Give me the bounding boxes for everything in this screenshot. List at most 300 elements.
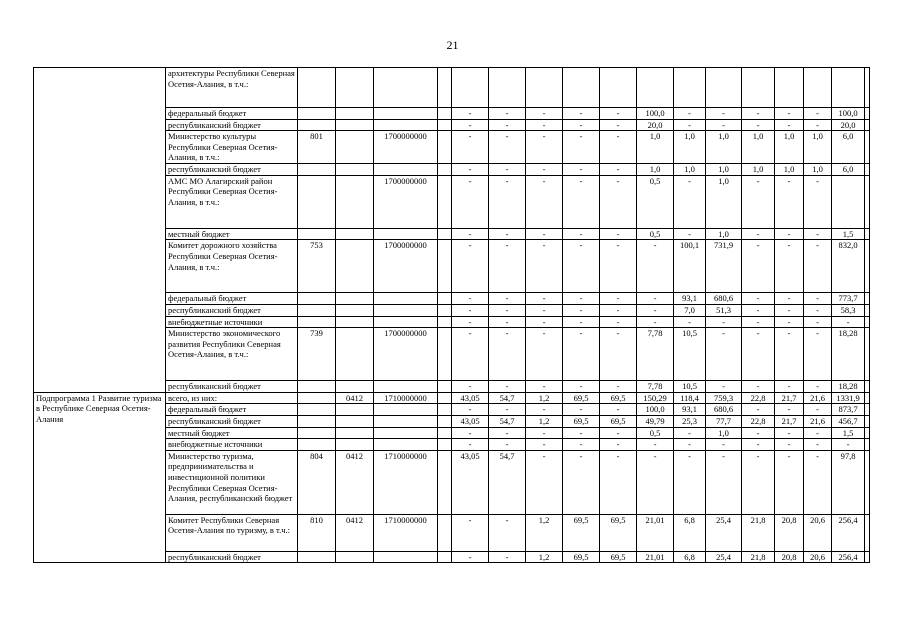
description-cell: республиканский бюджет: [166, 381, 298, 393]
value-cell: [865, 514, 870, 551]
value-cell: -: [742, 328, 775, 381]
value-cell: [865, 404, 870, 416]
value-cell: [865, 68, 870, 108]
value-cell: 1,0: [674, 164, 706, 176]
value-cell: -: [742, 450, 775, 514]
value-cell: -: [526, 381, 563, 393]
value-cell: 1,2: [526, 551, 563, 563]
value-cell: 1,5: [832, 228, 865, 240]
value-cell: 69,5: [563, 415, 600, 427]
value-cell: [865, 415, 870, 427]
description-cell: внебюджетные источники: [166, 439, 298, 451]
value-cell: -: [563, 175, 600, 228]
target-article-cell: [374, 304, 438, 316]
value-cell: 773,7: [832, 293, 865, 305]
value-cell: 21,6: [804, 392, 832, 404]
value-cell: 54,7: [489, 415, 526, 427]
value-cell: -: [600, 439, 637, 451]
target-article-cell: [374, 404, 438, 416]
value-cell: -: [600, 228, 637, 240]
value-cell: 7,0: [674, 304, 706, 316]
empty-cell: [438, 514, 452, 551]
value-cell: 1,0: [742, 164, 775, 176]
value-cell: -: [804, 316, 832, 328]
empty-cell: [438, 392, 452, 404]
value-cell: -: [742, 304, 775, 316]
program-cell: Подпрограмма 1 Развитие туризма в Республике Северная Осетия-Алания: [34, 392, 166, 563]
grbs-cell: [298, 381, 336, 393]
value-cell: -: [489, 131, 526, 164]
value-cell: -: [600, 450, 637, 514]
section-code-cell: [336, 316, 374, 328]
value-cell: 1,0: [706, 228, 742, 240]
value-cell: 0,5: [637, 175, 674, 228]
target-article-cell: [374, 119, 438, 131]
value-cell: 21,01: [637, 551, 674, 563]
value-cell: -: [742, 175, 775, 228]
value-cell: -: [563, 131, 600, 164]
value-cell: -: [452, 551, 489, 563]
target-article-cell: 1710000000: [374, 514, 438, 551]
description-cell: республиканский бюджет: [166, 304, 298, 316]
section-code-cell: [336, 404, 374, 416]
value-cell: -: [489, 427, 526, 439]
value-cell: -: [804, 293, 832, 305]
value-cell: 21,7: [775, 415, 804, 427]
value-cell: 18,28: [832, 328, 865, 381]
value-cell: -: [742, 119, 775, 131]
empty-cell: [438, 316, 452, 328]
value-cell: -: [563, 381, 600, 393]
description-cell: местный бюджет: [166, 228, 298, 240]
grbs-cell: 810: [298, 514, 336, 551]
value-cell: -: [804, 240, 832, 293]
value-cell: 100,0: [637, 108, 674, 120]
description-cell: федеральный бюджет: [166, 293, 298, 305]
value-cell: 20,6: [804, 514, 832, 551]
value-cell: -: [804, 404, 832, 416]
value-cell: -: [637, 450, 674, 514]
grbs-cell: [298, 427, 336, 439]
empty-cell: [438, 415, 452, 427]
value-cell: -: [804, 228, 832, 240]
value-cell: 1,2: [526, 392, 563, 404]
value-cell: -: [563, 304, 600, 316]
empty-cell: [438, 427, 452, 439]
section-code-cell: [336, 427, 374, 439]
table-row: [34, 68, 870, 108]
value-cell: -: [637, 316, 674, 328]
value-cell: -: [600, 404, 637, 416]
value-cell: 6,0: [832, 164, 865, 176]
grbs-cell: [298, 439, 336, 451]
value-cell: 1,0: [804, 131, 832, 164]
value-cell: -: [804, 175, 832, 228]
value-cell: -: [804, 119, 832, 131]
value-cell: -: [563, 228, 600, 240]
value-cell: -: [489, 381, 526, 393]
section-code-cell: [336, 381, 374, 393]
section-code-cell: 0412: [336, 450, 374, 514]
value-cell: 1,0: [804, 164, 832, 176]
section-code-cell: [336, 108, 374, 120]
value-cell: 1,2: [526, 415, 563, 427]
value-cell: [865, 328, 870, 381]
value-cell: 93,1: [674, 404, 706, 416]
value-cell: -: [742, 439, 775, 451]
value-cell: -: [489, 175, 526, 228]
value-cell: -: [526, 427, 563, 439]
value-cell: -: [775, 316, 804, 328]
section-code-cell: [336, 164, 374, 176]
value-cell: 21,6: [804, 415, 832, 427]
value-cell: -: [452, 439, 489, 451]
value-cell: -: [637, 293, 674, 305]
grbs-cell: [298, 415, 336, 427]
value-cell: -: [775, 328, 804, 381]
value-cell: -: [452, 514, 489, 551]
value-cell: -: [563, 293, 600, 305]
grbs-cell: 801: [298, 131, 336, 164]
value-cell: 100,0: [637, 404, 674, 416]
value-cell: 21,01: [637, 514, 674, 551]
value-cell: -: [526, 108, 563, 120]
value-cell: -: [775, 228, 804, 240]
value-cell: 58,3: [832, 304, 865, 316]
grbs-cell: 804: [298, 450, 336, 514]
description-cell: федеральный бюджет: [166, 108, 298, 120]
value-cell: [865, 381, 870, 393]
value-cell: [865, 304, 870, 316]
value-cell: -: [742, 316, 775, 328]
value-cell: -: [775, 175, 804, 228]
value-cell: -: [674, 108, 706, 120]
value-cell: -: [804, 450, 832, 514]
value-cell: [865, 450, 870, 514]
value-cell: -: [600, 131, 637, 164]
value-cell: [674, 68, 706, 108]
value-cell: 25,3: [674, 415, 706, 427]
value-cell: -: [706, 328, 742, 381]
page-number: 21: [446, 38, 459, 52]
value-cell: 69,5: [600, 514, 637, 551]
value-cell: -: [489, 119, 526, 131]
value-cell: -: [452, 108, 489, 120]
section-code-cell: [336, 304, 374, 316]
empty-cell: [438, 328, 452, 381]
value-cell: [832, 68, 865, 108]
value-cell: -: [742, 240, 775, 293]
value-cell: -: [600, 293, 637, 305]
section-code-cell: [336, 68, 374, 108]
description-cell: всего, из них:: [166, 392, 298, 404]
value-cell: -: [489, 240, 526, 293]
value-cell: 873,7: [832, 404, 865, 416]
value-cell: -: [804, 439, 832, 451]
value-cell: [865, 131, 870, 164]
value-cell: -: [452, 328, 489, 381]
value-cell: -: [526, 119, 563, 131]
section-code-cell: [336, 240, 374, 293]
value-cell: -: [600, 381, 637, 393]
value-cell: [832, 175, 865, 228]
value-cell: 1,0: [637, 131, 674, 164]
value-cell: 10,5: [674, 328, 706, 381]
value-cell: -: [489, 551, 526, 563]
empty-cell: [438, 240, 452, 293]
value-cell: -: [706, 108, 742, 120]
value-cell: -: [600, 427, 637, 439]
value-cell: -: [563, 439, 600, 451]
value-cell: -: [452, 131, 489, 164]
value-cell: -: [563, 240, 600, 293]
value-cell: 731,9: [706, 240, 742, 293]
value-cell: -: [674, 175, 706, 228]
value-cell: -: [600, 119, 637, 131]
value-cell: -: [775, 293, 804, 305]
value-cell: 21,8: [742, 514, 775, 551]
value-cell: -: [832, 439, 865, 451]
value-cell: 43,05: [452, 450, 489, 514]
value-cell: -: [804, 381, 832, 393]
description-cell: республиканский бюджет: [166, 551, 298, 563]
value-cell: [865, 316, 870, 328]
value-cell: [775, 68, 804, 108]
empty-cell: [438, 381, 452, 393]
value-cell: -: [452, 228, 489, 240]
value-cell: -: [600, 304, 637, 316]
value-cell: -: [674, 228, 706, 240]
value-cell: -: [775, 304, 804, 316]
value-cell: 256,4: [832, 551, 865, 563]
target-article-cell: 1710000000: [374, 392, 438, 404]
value-cell: -: [775, 240, 804, 293]
value-cell: -: [489, 439, 526, 451]
value-cell: 54,7: [489, 392, 526, 404]
target-article-cell: 1700000000: [374, 240, 438, 293]
section-code-cell: [336, 131, 374, 164]
value-cell: 1,0: [775, 131, 804, 164]
value-cell: -: [452, 404, 489, 416]
value-cell: 1,0: [706, 131, 742, 164]
section-code-cell: [336, 228, 374, 240]
value-cell: 18,28: [832, 381, 865, 393]
value-cell: -: [674, 119, 706, 131]
description-cell: архитектуры Республики Северная Осетия-Алания, в т.ч.:: [166, 68, 298, 108]
value-cell: 0,5: [637, 228, 674, 240]
target-article-cell: 1700000000: [374, 175, 438, 228]
description-cell: Министерство экономического развития Республики Северная Осетия-Алания, в т.ч.:: [166, 328, 298, 381]
value-cell: -: [775, 381, 804, 393]
value-cell: -: [563, 328, 600, 381]
value-cell: -: [742, 293, 775, 305]
grbs-cell: [298, 119, 336, 131]
value-cell: -: [452, 381, 489, 393]
value-cell: 7,78: [637, 381, 674, 393]
value-cell: 69,5: [563, 551, 600, 563]
value-cell: -: [742, 108, 775, 120]
section-code-cell: [336, 328, 374, 381]
section-code-cell: [336, 293, 374, 305]
target-article-cell: [374, 381, 438, 393]
target-article-cell: [374, 439, 438, 451]
value-cell: -: [526, 240, 563, 293]
value-cell: [742, 68, 775, 108]
value-cell: -: [637, 439, 674, 451]
value-cell: 100,0: [832, 108, 865, 120]
value-cell: 100,1: [674, 240, 706, 293]
value-cell: -: [742, 381, 775, 393]
value-cell: -: [600, 108, 637, 120]
value-cell: -: [563, 450, 600, 514]
section-code-cell: 0412: [336, 392, 374, 404]
value-cell: [865, 228, 870, 240]
grbs-cell: [298, 304, 336, 316]
section-code-cell: [336, 415, 374, 427]
empty-cell: [438, 439, 452, 451]
target-article-cell: [374, 228, 438, 240]
value-cell: -: [775, 404, 804, 416]
value-cell: 6,8: [674, 514, 706, 551]
target-article-cell: 1710000000: [374, 450, 438, 514]
value-cell: [865, 439, 870, 451]
value-cell: -: [452, 304, 489, 316]
value-cell: -: [489, 328, 526, 381]
grbs-cell: [298, 228, 336, 240]
section-code-cell: [336, 175, 374, 228]
value-cell: -: [706, 119, 742, 131]
value-cell: [804, 68, 832, 108]
target-article-cell: [374, 293, 438, 305]
description-cell: Министерство туризма, предпринимательства и инвестиционной политики Республики Северная Осетия-Алания, республиканский бюджет: [166, 450, 298, 514]
value-cell: 680,6: [706, 293, 742, 305]
value-cell: 22,8: [742, 415, 775, 427]
value-cell: -: [489, 514, 526, 551]
value-cell: -: [563, 108, 600, 120]
value-cell: -: [452, 240, 489, 293]
value-cell: -: [706, 381, 742, 393]
empty-cell: [438, 228, 452, 240]
description-cell: республиканский бюджет: [166, 164, 298, 176]
target-article-cell: [374, 415, 438, 427]
value-cell: 25,4: [706, 551, 742, 563]
value-cell: -: [526, 175, 563, 228]
value-cell: -: [489, 293, 526, 305]
empty-cell: [438, 164, 452, 176]
value-cell: -: [706, 316, 742, 328]
value-cell: -: [526, 404, 563, 416]
description-cell: республиканский бюджет: [166, 119, 298, 131]
value-cell: -: [804, 328, 832, 381]
grbs-cell: [298, 108, 336, 120]
value-cell: -: [563, 404, 600, 416]
grbs-cell: [298, 316, 336, 328]
value-cell: 1,0: [742, 131, 775, 164]
value-cell: 1,0: [706, 427, 742, 439]
value-cell: 43,05: [452, 392, 489, 404]
value-cell: -: [489, 228, 526, 240]
value-cell: -: [526, 439, 563, 451]
empty-cell: [438, 175, 452, 228]
value-cell: [865, 427, 870, 439]
value-cell: -: [452, 164, 489, 176]
target-article-cell: [374, 68, 438, 108]
value-cell: 1,0: [775, 164, 804, 176]
value-cell: [600, 68, 637, 108]
description-cell: АМС МО Алагирский район Республики Северная Осетия-Алания, в т.ч.:: [166, 175, 298, 228]
value-cell: 43,05: [452, 415, 489, 427]
target-article-cell: [374, 316, 438, 328]
value-cell: [865, 164, 870, 176]
value-cell: -: [804, 427, 832, 439]
section-code-cell: 0412: [336, 514, 374, 551]
value-cell: 1,0: [706, 164, 742, 176]
value-cell: 54,7: [489, 450, 526, 514]
value-cell: -: [742, 228, 775, 240]
grbs-cell: 739: [298, 328, 336, 381]
value-cell: -: [489, 304, 526, 316]
value-cell: -: [674, 316, 706, 328]
section-code-cell: [336, 119, 374, 131]
value-cell: 1,0: [637, 164, 674, 176]
value-cell: 97,8: [832, 450, 865, 514]
value-cell: -: [526, 131, 563, 164]
value-cell: -: [832, 316, 865, 328]
value-cell: 150,29: [637, 392, 674, 404]
value-cell: 20,8: [775, 514, 804, 551]
value-cell: 1,0: [674, 131, 706, 164]
value-cell: -: [489, 404, 526, 416]
empty-cell: [438, 131, 452, 164]
value-cell: -: [775, 439, 804, 451]
value-cell: 20,0: [832, 119, 865, 131]
value-cell: 20,0: [637, 119, 674, 131]
value-cell: [706, 68, 742, 108]
target-article-cell: [374, 551, 438, 563]
description-cell: республиканский бюджет: [166, 415, 298, 427]
value-cell: 69,5: [563, 392, 600, 404]
value-cell: -: [489, 316, 526, 328]
empty-cell: [438, 304, 452, 316]
value-cell: -: [489, 108, 526, 120]
value-cell: -: [563, 316, 600, 328]
value-cell: [526, 68, 563, 108]
grbs-cell: [298, 68, 336, 108]
value-cell: -: [452, 427, 489, 439]
value-cell: -: [600, 164, 637, 176]
value-cell: -: [452, 119, 489, 131]
description-cell: федеральный бюджет: [166, 404, 298, 416]
value-cell: -: [804, 304, 832, 316]
value-cell: [563, 68, 600, 108]
value-cell: [865, 175, 870, 228]
target-article-cell: 1700000000: [374, 328, 438, 381]
value-cell: 51,3: [706, 304, 742, 316]
target-article-cell: 1700000000: [374, 131, 438, 164]
value-cell: 69,5: [600, 392, 637, 404]
value-cell: 1,5: [832, 427, 865, 439]
value-cell: -: [526, 450, 563, 514]
value-cell: -: [706, 439, 742, 451]
section-code-cell: [336, 551, 374, 563]
grbs-cell: [298, 175, 336, 228]
value-cell: -: [526, 328, 563, 381]
value-cell: 7,78: [637, 328, 674, 381]
value-cell: -: [674, 439, 706, 451]
value-cell: -: [600, 316, 637, 328]
description-cell: внебюджетные источники: [166, 316, 298, 328]
value-cell: [865, 108, 870, 120]
